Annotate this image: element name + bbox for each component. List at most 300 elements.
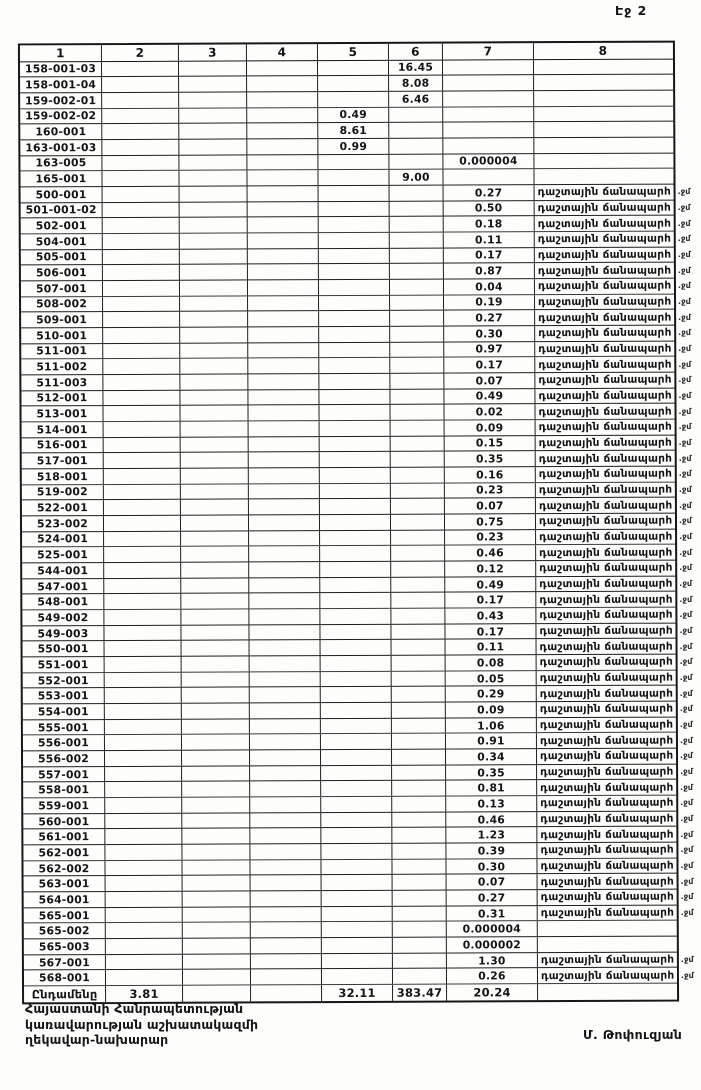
empty-cell [105,672,182,687]
empty-cell [319,264,390,279]
land-use-cell: դաշտային ճանապարհ [537,264,672,277]
empty-cell [104,516,181,531]
scan-artifact-mark: .ջմ [678,312,691,322]
empty-cell [251,985,322,1001]
area-value-cell: 0.000002 [447,937,538,952]
empty-cell [102,140,179,155]
empty-cell [392,718,446,733]
land-use-cell: դաշտային ճանապարհ [539,702,674,716]
scan-artifact-mark: .ջմ [679,563,692,573]
empty-cell [248,327,319,342]
empty-cell [251,891,322,906]
scan-artifact-mark: .ջմ [679,720,693,730]
empty-cell [319,233,390,248]
empty-cell [249,562,320,577]
scan-artifact-mark: .ջմ [679,531,692,542]
empty-cell [181,609,249,624]
empty-cell [182,641,250,656]
empty-cell [105,860,182,875]
empty-cell [105,766,182,781]
empty-cell [390,389,444,404]
parcel-code-cell: 511-002 [21,359,103,374]
empty-cell [390,201,444,216]
area-value-cell: 0.17 [444,248,535,263]
parcel-code-cell: 159-002-01 [20,93,102,108]
empty-cell [248,374,319,389]
empty-cell [392,687,446,702]
parcel-code-cell: 567-001 [24,955,106,970]
scan-artifact-mark: .ջմ [679,704,693,714]
parcel-code-cell: 500-001 [21,187,103,202]
parcel-code-cell: 565-002 [24,924,106,939]
empty-cell [104,500,181,515]
empty-cell [249,546,320,561]
empty-cell [321,750,392,765]
parcel-code-cell: 518-001 [22,469,104,484]
area-value-cell: 0.23 [445,530,536,545]
land-use-cell: դաշտային ճանապարհ [539,593,673,606]
empty-cell [319,201,390,216]
area-value-cell: 0.34 [446,749,537,764]
empty-cell [393,953,447,968]
land-use-cell: դաշտային ճանապարհ [538,483,673,497]
empty-cell [105,688,182,703]
area-value-cell: 9.00 [389,170,443,185]
parcel-code-cell: 549-002 [22,610,104,625]
empty-cell [443,91,534,106]
empty-cell [182,656,250,671]
empty-cell [102,108,179,123]
area-value-cell: 0.17 [445,624,536,639]
land-use-cell: դաշտային ճանապարհ [538,295,672,309]
empty-cell [103,202,180,217]
parcel-code-cell: 512-001 [21,391,103,406]
empty-cell [392,859,446,874]
land-use-cell: դաշտային ճանապարհ [537,217,672,230]
empty-cell [104,422,181,437]
empty-cell [319,327,390,342]
land-parcel-table [18,41,694,1005]
empty-cell [390,295,444,310]
area-value-cell: 0.09 [446,702,537,717]
empty-cell [393,938,447,953]
total-value-cell: 32.11 [322,985,393,1001]
empty-cell [180,186,248,201]
land-use-cell: դաշտային ճանապարհ [539,561,673,575]
empty-cell [534,75,672,90]
empty-cell [179,108,247,123]
land-use-cell: դաշտային ճանապարհ [539,749,674,763]
empty-cell [320,452,391,467]
empty-cell [105,798,182,813]
area-value-cell: 0.30 [444,326,535,341]
empty-cell [392,734,446,749]
empty-cell [182,845,250,860]
empty-cell [391,515,445,530]
parcel-code-cell: 552-001 [23,673,105,688]
empty-cell [103,234,180,249]
land-use-cell: դաշտային ճանապարհ [539,671,674,685]
empty-cell [320,530,391,545]
total-value-cell: 3.81 [106,986,183,1002]
land-use-cell: դաշտային ճանապարհ [539,577,673,591]
area-value-cell: 0.02 [444,404,535,419]
empty-cell [389,154,443,169]
scan-artifact-mark: .ջմ [680,751,693,761]
empty-cell [247,139,318,154]
empty-cell [248,280,319,295]
empty-cell [248,343,319,358]
scan-artifact-mark: .ջմ [677,187,691,197]
empty-cell [105,813,182,828]
empty-cell [392,812,446,827]
scan-artifact-mark: .ջմ [679,610,693,620]
empty-cell [320,577,391,592]
scan-artifact-mark: .ջմ [679,594,693,604]
empty-cell [321,828,392,843]
empty-cell [322,938,393,953]
parcel-code-cell: 165-001 [20,171,102,186]
area-value-cell: 1.30 [447,953,538,968]
footer-title-line-2: կառավարության աշխատակազմի [25,1016,259,1032]
area-value-cell: 0.31 [447,906,538,921]
area-value-cell: 0.87 [444,263,535,278]
empty-cell [319,217,390,232]
scan-artifact-mark: .ջմ [678,516,692,526]
empty-cell [251,954,322,969]
parcel-code-cell: 511-001 [21,344,103,359]
total-value-cell: 20.24 [447,984,538,1000]
scan-artifact-mark: .ջմ [678,328,691,338]
area-value-cell: 0.99 [318,139,389,154]
empty-cell [320,515,391,530]
scan-artifact-mark: .ջմ [678,375,692,385]
empty-cell [247,155,318,170]
empty-cell [390,279,444,294]
empty-cell [247,92,318,107]
empty-cell [393,922,447,937]
empty-cell [390,311,444,326]
empty-cell [179,61,247,76]
empty-cell [392,703,446,718]
empty-cell [183,892,251,907]
empty-cell [104,594,181,609]
scan-artifact-mark: .ջմ [679,657,693,667]
empty-cell [103,328,180,343]
area-value-cell: 0.07 [444,373,535,388]
area-value-cell: 0.05 [446,671,537,686]
empty-cell [318,154,389,169]
empty-cell [181,484,249,499]
empty-cell [534,106,672,121]
empty-cell [538,937,676,952]
area-value-cell: 0.13 [446,796,537,811]
scan-artifact-mark: .ջմ [678,406,692,416]
column-header-8: 8 [598,43,608,58]
empty-cell [180,343,248,358]
parcel-code-cell: 514-001 [22,422,104,437]
area-value-cell: 0.46 [446,812,537,827]
empty-cell [249,515,320,530]
empty-cell [322,969,393,984]
empty-cell [180,218,248,233]
scan-artifact-mark: .ջմ [680,829,694,839]
empty-cell [105,751,182,766]
land-use-cell: դաշտային ճանապարհ [539,687,674,700]
empty-cell [249,421,320,436]
area-value-cell: 0.17 [445,593,536,608]
empty-cell [390,185,444,200]
empty-cell [389,107,443,122]
empty-cell [102,155,179,170]
empty-cell [392,671,446,686]
empty-cell [390,405,444,420]
empty-cell [102,61,179,76]
empty-cell [249,437,320,452]
parcel-code-cell: 158-001-03 [20,62,102,77]
land-use-cell: դաշտային ճանապարհ [537,232,672,246]
empty-cell [321,813,392,828]
empty-cell [106,939,183,954]
scan-artifact-mark: .ջմ [678,469,692,479]
empty-cell [180,390,248,405]
parcel-code-cell: 522-001 [22,500,104,515]
empty-cell [104,547,181,562]
empty-cell [538,921,676,936]
area-value-cell: 0.26 [447,969,538,984]
column-header-4: 4 [247,44,318,60]
area-value-cell: 0.35 [445,451,536,466]
empty-cell [443,169,534,184]
land-use-cell: դաշտային ճանապարհ [538,420,673,434]
empty-cell [104,469,181,484]
scan-artifact-mark: .ջմ [678,343,692,353]
empty-cell [249,499,320,514]
scan-artifact-mark: .ջմ [680,845,694,855]
empty-cell [250,860,321,875]
empty-cell [105,657,182,672]
parcel-code-cell: 163-005 [20,156,102,171]
empty-cell [321,797,392,812]
empty-cell [250,829,321,844]
empty-cell [251,907,322,922]
empty-cell [179,139,247,154]
empty-cell [181,500,249,515]
land-use-cell: դաշտային ճանապարհ [539,640,673,653]
empty-cell [534,169,672,184]
scan-artifact-mark: .ջմ [678,390,692,400]
parcel-code-cell: 505-001 [21,250,103,265]
empty-cell [104,453,181,468]
empty-cell [391,609,445,624]
empty-cell [183,923,251,938]
empty-cell [106,923,183,938]
empty-cell [391,499,445,514]
empty-cell [247,108,318,123]
empty-cell [391,530,445,545]
empty-cell [319,358,390,373]
empty-cell [443,138,534,153]
empty-cell [182,766,250,781]
empty-cell [319,342,390,357]
parcel-code-cell: 507-001 [21,281,103,296]
column-header-6: 6 [389,44,443,60]
area-value-cell: 0.11 [444,232,535,247]
parcel-code-cell: 561-001 [23,829,105,844]
empty-cell [248,390,319,405]
empty-cell [320,468,391,483]
land-use-cell: դաշտային ճանապարհ [540,781,674,794]
area-value-cell: 0.43 [445,608,536,623]
empty-cell [103,281,180,296]
empty-cell [249,593,320,608]
scan-artifact-mark: .ջմ [677,202,691,212]
parcel-code-cell: 565-001 [24,908,106,923]
parcel-code-cell: 547-001 [22,579,104,594]
empty-cell [248,233,319,248]
parcel-code-cell: 560-001 [23,814,105,829]
area-value-cell: 0.49 [444,389,535,404]
empty-cell [390,374,444,389]
empty-cell [182,798,250,813]
empty-cell [319,311,390,326]
empty-cell [181,437,249,452]
land-use-cell: դաշտային ճանապարհ [538,358,672,371]
empty-cell [321,719,392,734]
land-use-cell: դաշտային ճանապարհ [540,969,675,982]
empty-cell [181,625,249,640]
footer-title-line-3: ղեկավար-նախարար [25,1032,169,1047]
empty-cell [179,77,247,92]
empty-cell [103,218,180,233]
parcel-code-cell: 524-001 [22,532,104,547]
empty-cell [182,703,250,718]
empty-cell [322,907,393,922]
area-value-cell: 0.000004 [443,154,534,169]
empty-cell [389,138,443,153]
empty-cell [180,312,248,327]
empty-cell [534,137,672,152]
area-value-cell: 0.07 [445,498,536,513]
empty-cell [391,593,445,608]
empty-cell [320,546,391,561]
parcel-code-cell: 510-001 [21,328,103,343]
parcel-code-cell: 556-001 [23,735,105,750]
empty-cell [247,170,318,185]
scan-artifact-mark: .ջմ [680,814,694,824]
empty-cell [248,264,319,279]
parcel-code-cell: 549-003 [22,626,104,641]
empty-cell [106,908,183,923]
empty-cell [392,640,446,655]
area-value-cell: 0.15 [445,436,536,451]
empty-cell [249,484,320,499]
land-use-cell: դաշտային ճանապարհ [539,624,673,638]
land-use-cell: դաշտային ճանապարհ [538,405,672,418]
empty-cell [319,248,390,263]
empty-cell [249,609,320,624]
empty-cell [181,515,249,530]
empty-cell [250,813,321,828]
scan-artifact-mark: .ջմ [678,296,691,306]
parcel-code-cell: 502-001 [21,218,103,233]
empty-cell [318,170,389,185]
empty-cell [248,296,319,311]
parcel-code-cell: 550-001 [23,641,105,656]
empty-cell [320,421,391,436]
empty-cell [103,343,180,358]
empty-cell [248,311,319,326]
area-value-cell: 1.06 [446,718,537,733]
empty-cell [318,60,389,75]
empty-cell [249,578,320,593]
land-use-cell: դաշտային ճանապարհ [540,891,675,904]
land-use-cell: դաշտային ճանապարհ [538,389,672,403]
land-use-cell: դաշտային ճանապարհ [538,342,672,356]
empty-cell [319,405,390,420]
empty-cell [443,75,534,90]
area-value-cell: 0.07 [447,875,538,890]
scan-artifact-mark: .ջմ [680,892,694,902]
parcel-code-cell: 159-002-02 [20,109,102,124]
empty-cell [250,640,321,655]
scan-artifact-mark: .ջմ [680,876,694,886]
scan-artifact-mark: .ջմ [680,861,694,871]
empty-cell [250,656,321,671]
empty-cell [319,389,390,404]
empty-cell [319,374,390,389]
land-use-cell: դաշտային ճանապարհ [537,248,672,262]
area-value-cell: 0.04 [444,279,535,294]
empty-cell [104,610,181,625]
scan-artifact-mark: .ջմ [680,955,694,965]
empty-cell [105,641,182,656]
scan-artifact-mark: .ջմ [678,453,692,463]
empty-cell [250,672,321,687]
empty-cell [103,187,180,202]
empty-cell [248,405,319,420]
empty-cell [105,735,182,750]
empty-cell [180,406,248,421]
empty-cell [182,672,250,687]
empty-cell [251,923,322,938]
empty-cell [390,264,444,279]
empty-cell [391,483,445,498]
area-value-cell: 0.35 [446,765,537,780]
scan-artifact-mark: .ջմ [680,767,693,777]
empty-cell [250,797,321,812]
empty-cell [321,687,392,702]
table-total-row [24,984,677,1003]
parcel-code-cell: 525-001 [22,547,104,562]
empty-cell [182,719,250,734]
area-value-cell: 0.23 [445,483,536,498]
area-value-cell: 0.30 [446,859,537,874]
land-use-cell: դաշտային ճանապարհ [538,514,673,528]
signature-name: Մ. Թոփուզյան [583,1027,683,1042]
empty-cell [247,61,318,76]
empty-cell [103,406,180,421]
page-number-label: Էջ 2 [615,3,648,18]
column-header-1: 1 [20,45,102,61]
parcel-code-cell: 556-002 [23,751,105,766]
land-use-cell: դաշտային ճանապարհ [540,812,674,826]
empty-cell [390,248,444,263]
empty-cell [183,986,251,1002]
empty-cell [390,327,444,342]
parcel-code-cell: 554-001 [23,704,105,719]
empty-cell [391,452,445,467]
